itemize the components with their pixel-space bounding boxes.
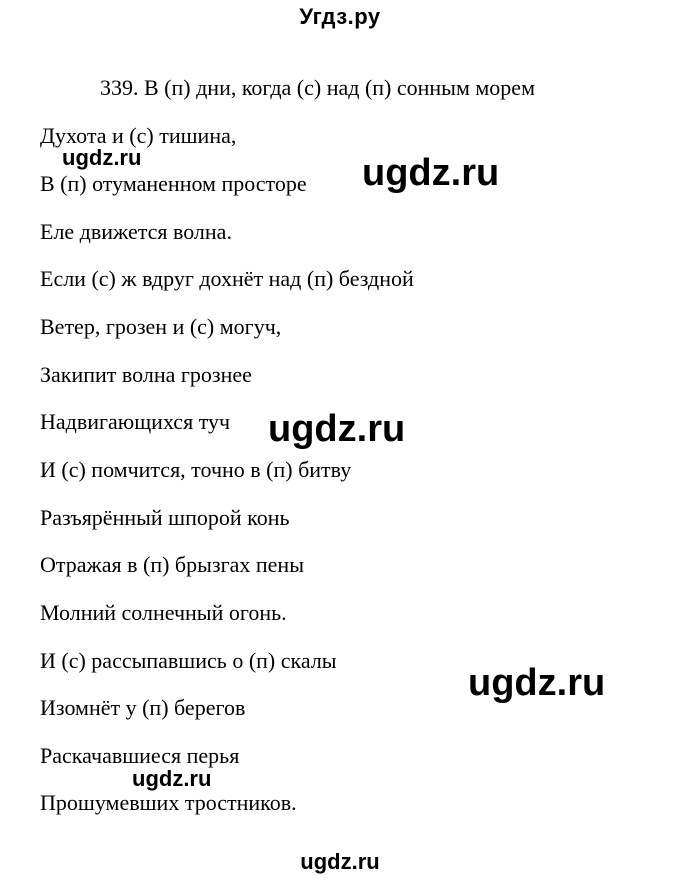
poem-line-4: Еле движется волна.: [40, 219, 232, 244]
watermark: ugdz.ru: [268, 408, 406, 450]
watermark: ugdz.ru: [468, 662, 606, 704]
site-header: Угдз.ру: [299, 4, 381, 29]
site-footer: ugdz.ru: [300, 849, 380, 874]
watermark: ugdz.ru: [62, 145, 142, 170]
poem-line-1: 339. В (п) дни, когда (с) над (п) сонным морем: [100, 75, 535, 100]
poem-line-7: Закипит волна грознее: [40, 362, 252, 387]
poem-line-3: В (п) отуманенном просторе: [40, 171, 307, 196]
poem-line-13: И (с) рассыпавшись о (п) скалы: [40, 648, 337, 673]
poem-line-16: Прошумевших тростников.: [40, 790, 297, 815]
poem-line-10: Разъярённый шпорой конь: [40, 505, 290, 530]
poem-line-12: Молний солнечный огонь.: [40, 600, 287, 625]
watermark: ugdz.ru: [132, 766, 212, 791]
poem-line-6: Ветер, грозен и (с) могуч,: [40, 314, 282, 339]
poem-line-11: Отражая в (п) брызгах пены: [40, 552, 304, 577]
watermark: ugdz.ru: [362, 152, 500, 194]
poem-line-15: Раскачавшиеся перья: [40, 743, 240, 768]
poem-line-5: Если (с) ж вдруг дохнёт над (п) бездной: [40, 266, 414, 291]
poem-line-9: И (с) помчится, точно в (п) битву: [40, 457, 352, 482]
poem-line-2: Духота и (с) тишина,: [40, 123, 237, 148]
poem-line-14: Изомнёт у (п) берегов: [40, 695, 246, 720]
poem-line-8: Надвигающихся туч: [40, 409, 231, 434]
